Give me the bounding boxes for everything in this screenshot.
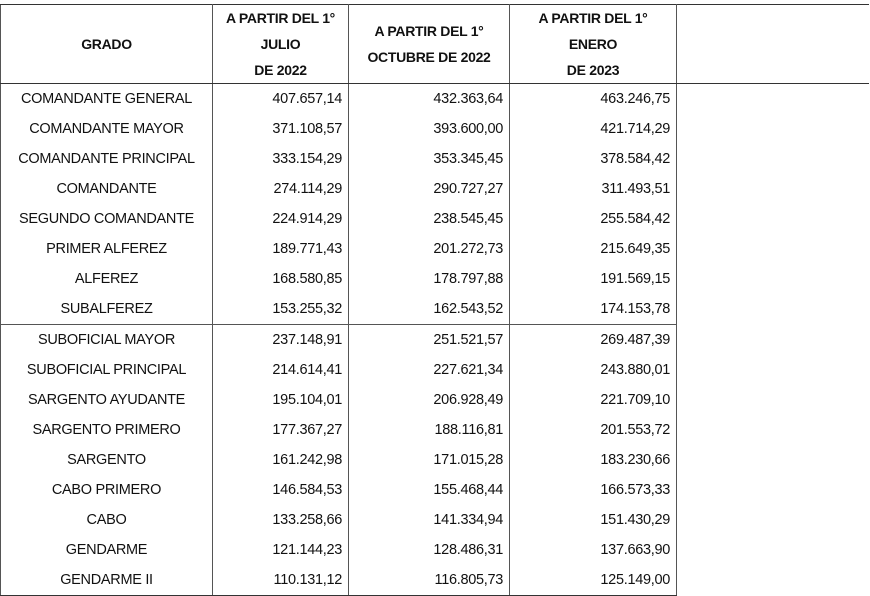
cell-empty xyxy=(677,325,869,356)
cell-julio-2022: 333.154,29 xyxy=(213,144,349,174)
header-octubre-2022-line1: A PARTIR DEL 1° xyxy=(374,23,484,39)
cell-enero-2023: 166.573,33 xyxy=(510,475,677,505)
cell-grado: COMANDANTE xyxy=(1,174,213,204)
cell-grado: SUBOFICIAL MAYOR xyxy=(1,325,213,356)
header-enero-2023-line1: A PARTIR DEL 1° ENERO xyxy=(538,10,648,52)
cell-julio-2022: 189.771,43 xyxy=(213,234,349,264)
cell-grado: ALFEREZ xyxy=(1,264,213,294)
table-row xyxy=(1,174,869,204)
cell-grado: GENDARME xyxy=(1,535,213,565)
table-header xyxy=(1,5,869,84)
cell-octubre-2022: 251.521,57 xyxy=(349,325,510,356)
cell-empty xyxy=(677,355,869,385)
salary-table xyxy=(0,4,869,596)
table-row xyxy=(1,355,869,385)
cell-grado: COMANDANTE PRINCIPAL xyxy=(1,144,213,174)
header-grado-label: GRADO xyxy=(81,36,132,52)
cell-julio-2022: 161.242,98 xyxy=(213,445,349,475)
cell-julio-2022: 214.614,41 xyxy=(213,355,349,385)
cell-grado: SARGENTO PRIMERO xyxy=(1,415,213,445)
table-row xyxy=(1,445,869,475)
header-julio-2022-line1: A PARTIR DEL 1° JULIO xyxy=(226,10,335,52)
cell-octubre-2022: 178.797,88 xyxy=(349,264,510,294)
table-row xyxy=(1,385,869,415)
cell-enero-2023: 125.149,00 xyxy=(510,565,677,596)
table-row xyxy=(1,264,869,294)
cell-octubre-2022: 116.805,73 xyxy=(349,565,510,596)
cell-enero-2023: 421.714,29 xyxy=(510,114,677,144)
cell-empty xyxy=(677,505,869,535)
table-row xyxy=(1,565,869,596)
cell-octubre-2022: 171.015,28 xyxy=(349,445,510,475)
cell-empty xyxy=(677,385,869,415)
cell-octubre-2022: 188.116,81 xyxy=(349,415,510,445)
cell-octubre-2022: 227.621,34 xyxy=(349,355,510,385)
cell-grado: COMANDANTE GENERAL xyxy=(1,84,213,115)
cell-grado: SARGENTO AYUDANTE xyxy=(1,385,213,415)
cell-enero-2023: 183.230,66 xyxy=(510,445,677,475)
cell-grado: GENDARME II xyxy=(1,565,213,596)
header-julio-2022-line2: DE 2022 xyxy=(254,62,307,78)
cell-empty xyxy=(677,174,869,204)
cell-empty xyxy=(677,144,869,174)
cell-grado: SUBALFEREZ xyxy=(1,294,213,325)
cell-grado: SEGUNDO COMANDANTE xyxy=(1,204,213,234)
cell-julio-2022: 274.114,29 xyxy=(213,174,349,204)
cell-empty xyxy=(677,565,869,596)
table-row xyxy=(1,294,869,325)
table-row xyxy=(1,325,869,356)
cell-empty xyxy=(677,234,869,264)
table-row xyxy=(1,415,869,445)
table-row xyxy=(1,204,869,234)
cell-enero-2023: 255.584,42 xyxy=(510,204,677,234)
cell-enero-2023: 378.584,42 xyxy=(510,144,677,174)
cell-empty xyxy=(677,475,869,505)
cell-grado: SUBOFICIAL PRINCIPAL xyxy=(1,355,213,385)
header-octubre-2022-line2: OCTUBRE DE 2022 xyxy=(367,49,491,65)
table-body xyxy=(1,84,869,596)
cell-grado: CABO PRIMERO xyxy=(1,475,213,505)
cell-julio-2022: 407.657,14 xyxy=(213,84,349,115)
table-row xyxy=(1,144,869,174)
cell-grado: SARGENTO xyxy=(1,445,213,475)
cell-octubre-2022: 238.545,45 xyxy=(349,204,510,234)
cell-enero-2023: 201.553,72 xyxy=(510,415,677,445)
cell-julio-2022: 110.131,12 xyxy=(213,565,349,596)
cell-empty xyxy=(677,264,869,294)
cell-enero-2023: 243.880,01 xyxy=(510,355,677,385)
cell-empty xyxy=(677,114,869,144)
cell-julio-2022: 195.104,01 xyxy=(213,385,349,415)
cell-enero-2023: 269.487,39 xyxy=(510,325,677,356)
cell-empty xyxy=(677,204,869,234)
header-julio-2022 xyxy=(213,5,349,84)
cell-octubre-2022: 393.600,00 xyxy=(349,114,510,144)
cell-octubre-2022: 206.928,49 xyxy=(349,385,510,415)
table-row xyxy=(1,475,869,505)
cell-julio-2022: 177.367,27 xyxy=(213,415,349,445)
cell-empty xyxy=(677,415,869,445)
cell-julio-2022: 237.148,91 xyxy=(213,325,349,356)
cell-julio-2022: 121.144,23 xyxy=(213,535,349,565)
header-enero-2023-line2: DE 2023 xyxy=(566,62,620,78)
table-row xyxy=(1,505,869,535)
cell-empty xyxy=(677,294,869,325)
cell-octubre-2022: 141.334,94 xyxy=(349,505,510,535)
header-row xyxy=(1,5,869,84)
cell-grado: COMANDANTE MAYOR xyxy=(1,114,213,144)
header-octubre-2022 xyxy=(349,5,510,84)
table-row xyxy=(1,535,869,565)
table-row xyxy=(1,234,869,264)
header-enero-2023 xyxy=(510,5,677,84)
cell-julio-2022: 371.108,57 xyxy=(213,114,349,144)
cell-julio-2022: 146.584,53 xyxy=(213,475,349,505)
cell-julio-2022: 133.258,66 xyxy=(213,505,349,535)
table-row xyxy=(1,114,869,144)
cell-enero-2023: 311.493,51 xyxy=(510,174,677,204)
cell-empty xyxy=(677,535,869,565)
cell-octubre-2022: 201.272,73 xyxy=(349,234,510,264)
cell-enero-2023: 151.430,29 xyxy=(510,505,677,535)
cell-enero-2023: 215.649,35 xyxy=(510,234,677,264)
cell-enero-2023: 174.153,78 xyxy=(510,294,677,325)
cell-empty xyxy=(677,445,869,475)
header-empty-cell xyxy=(677,5,869,84)
cell-octubre-2022: 432.363,64 xyxy=(349,84,510,115)
cell-grado: PRIMER ALFEREZ xyxy=(1,234,213,264)
header-grado xyxy=(1,5,213,84)
cell-octubre-2022: 162.543,52 xyxy=(349,294,510,325)
cell-octubre-2022: 290.727,27 xyxy=(349,174,510,204)
cell-julio-2022: 224.914,29 xyxy=(213,204,349,234)
cell-octubre-2022: 353.345,45 xyxy=(349,144,510,174)
cell-enero-2023: 463.246,75 xyxy=(510,84,677,115)
cell-grado: CABO xyxy=(1,505,213,535)
cell-enero-2023: 137.663,90 xyxy=(510,535,677,565)
cell-julio-2022: 168.580,85 xyxy=(213,264,349,294)
cell-enero-2023: 221.709,10 xyxy=(510,385,677,415)
table-row xyxy=(1,84,869,115)
cell-octubre-2022: 128.486,31 xyxy=(349,535,510,565)
cell-octubre-2022: 155.468,44 xyxy=(349,475,510,505)
cell-julio-2022: 153.255,32 xyxy=(213,294,349,325)
cell-enero-2023: 191.569,15 xyxy=(510,264,677,294)
cell-empty xyxy=(677,84,869,115)
